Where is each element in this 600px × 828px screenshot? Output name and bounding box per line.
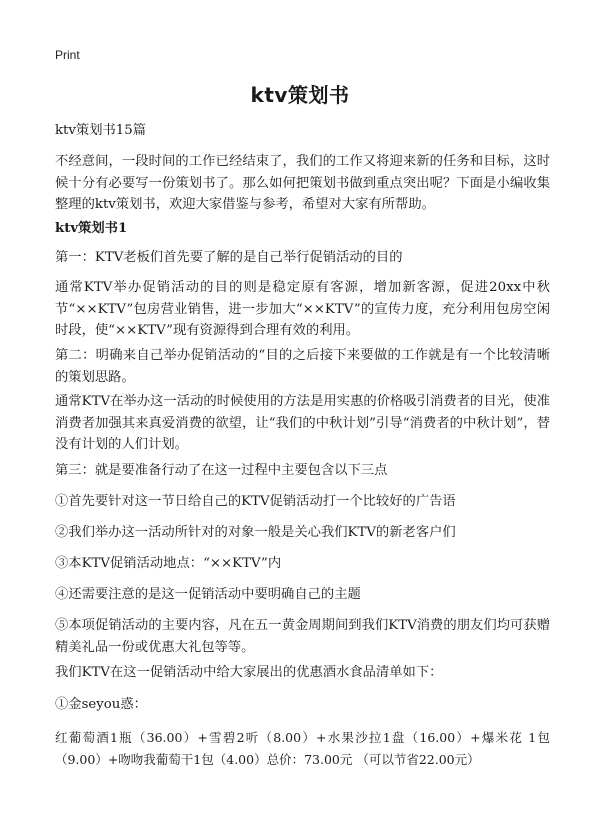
document-subtitle: ktv策划书15篇	[55, 123, 147, 138]
print-link[interactable]: Print	[55, 48, 80, 62]
paragraph-point-three: 第三：就是要准备行动了在这一过程中主要包含以下三点	[55, 463, 388, 478]
section-heading: ktv策划书1	[55, 221, 128, 236]
paragraph-point-one: 第一：KTV老板们首先要了解的是自己举行促销活动的目的	[55, 250, 403, 265]
list-item-4: ④还需要注意的是这一促销活动中要明确自己的主题	[55, 587, 361, 602]
list-item-5: ⑤本项促销活动的主要内容，凡在五一黄金周期间到我们KTV消费的朋友们均可获赠精美礼品一份或优惠大礼包等等。	[55, 618, 550, 655]
list-item-3: ③本KTV促销活动地点：“××KTV”内	[55, 556, 282, 571]
paragraph-method: 通常KTV在举办这一活动的时候使用的方法是用实惠的价格吸引消费者的目光，使准消费者加强其来真爱消费的欲望，让“我们的中秋计划”引导“消费者的中秋计划”，替没有计划的人们计划。	[55, 394, 550, 452]
list-item-2: ②我们举办这一活动所针对的对象一般是关心我们KTV的新老客户们	[55, 525, 456, 540]
paragraph-purpose: 通常KTV举办促销活动的目的则是稳定原有客源，增加新客源，促进20xx中秋节“××KTV”包房营业销售，进一步加大“××KTV”的宣传力度，充分利用包房空闲时段，使“××KTV”现有资源得到合理有效的利用。	[55, 280, 550, 338]
menu-intro: 我们KTV在这一促销活动中给大家展出的优惠酒水食品清单如下：	[55, 665, 443, 680]
paragraph-point-two: 第二：明确来自己举办促销活动的“目的之后接下来要做的工作就是有一个比较清晰的策划思路。	[55, 348, 550, 385]
package-name: ①金seyou惑：	[55, 697, 147, 712]
intro-paragraph: 不经意间，一段时间的工作已经结束了，我们的工作又将迎来新的任务和目标，这时候十分有必要写一份策划书了。那么如何把策划书做到重点突出呢？下面是小编收集整理的ktv策划书，欢迎大家借鉴与参考，希望对大家有所帮助。	[55, 154, 550, 212]
list-item-1: ①首先要针对这一节日给自己的KTV促销活动打一个比较好的广告语	[55, 494, 456, 509]
document-title: ktv策划书	[250, 83, 350, 107]
package-details: 红葡萄酒1瓶（36.00）+雪碧2听（8.00）+水果沙拉1盘（16.00）+爆米花 1包（9.00）+吻吻我葡萄干1包（4.00）总价：73.00元 （可以节省22.00元）	[55, 730, 550, 767]
